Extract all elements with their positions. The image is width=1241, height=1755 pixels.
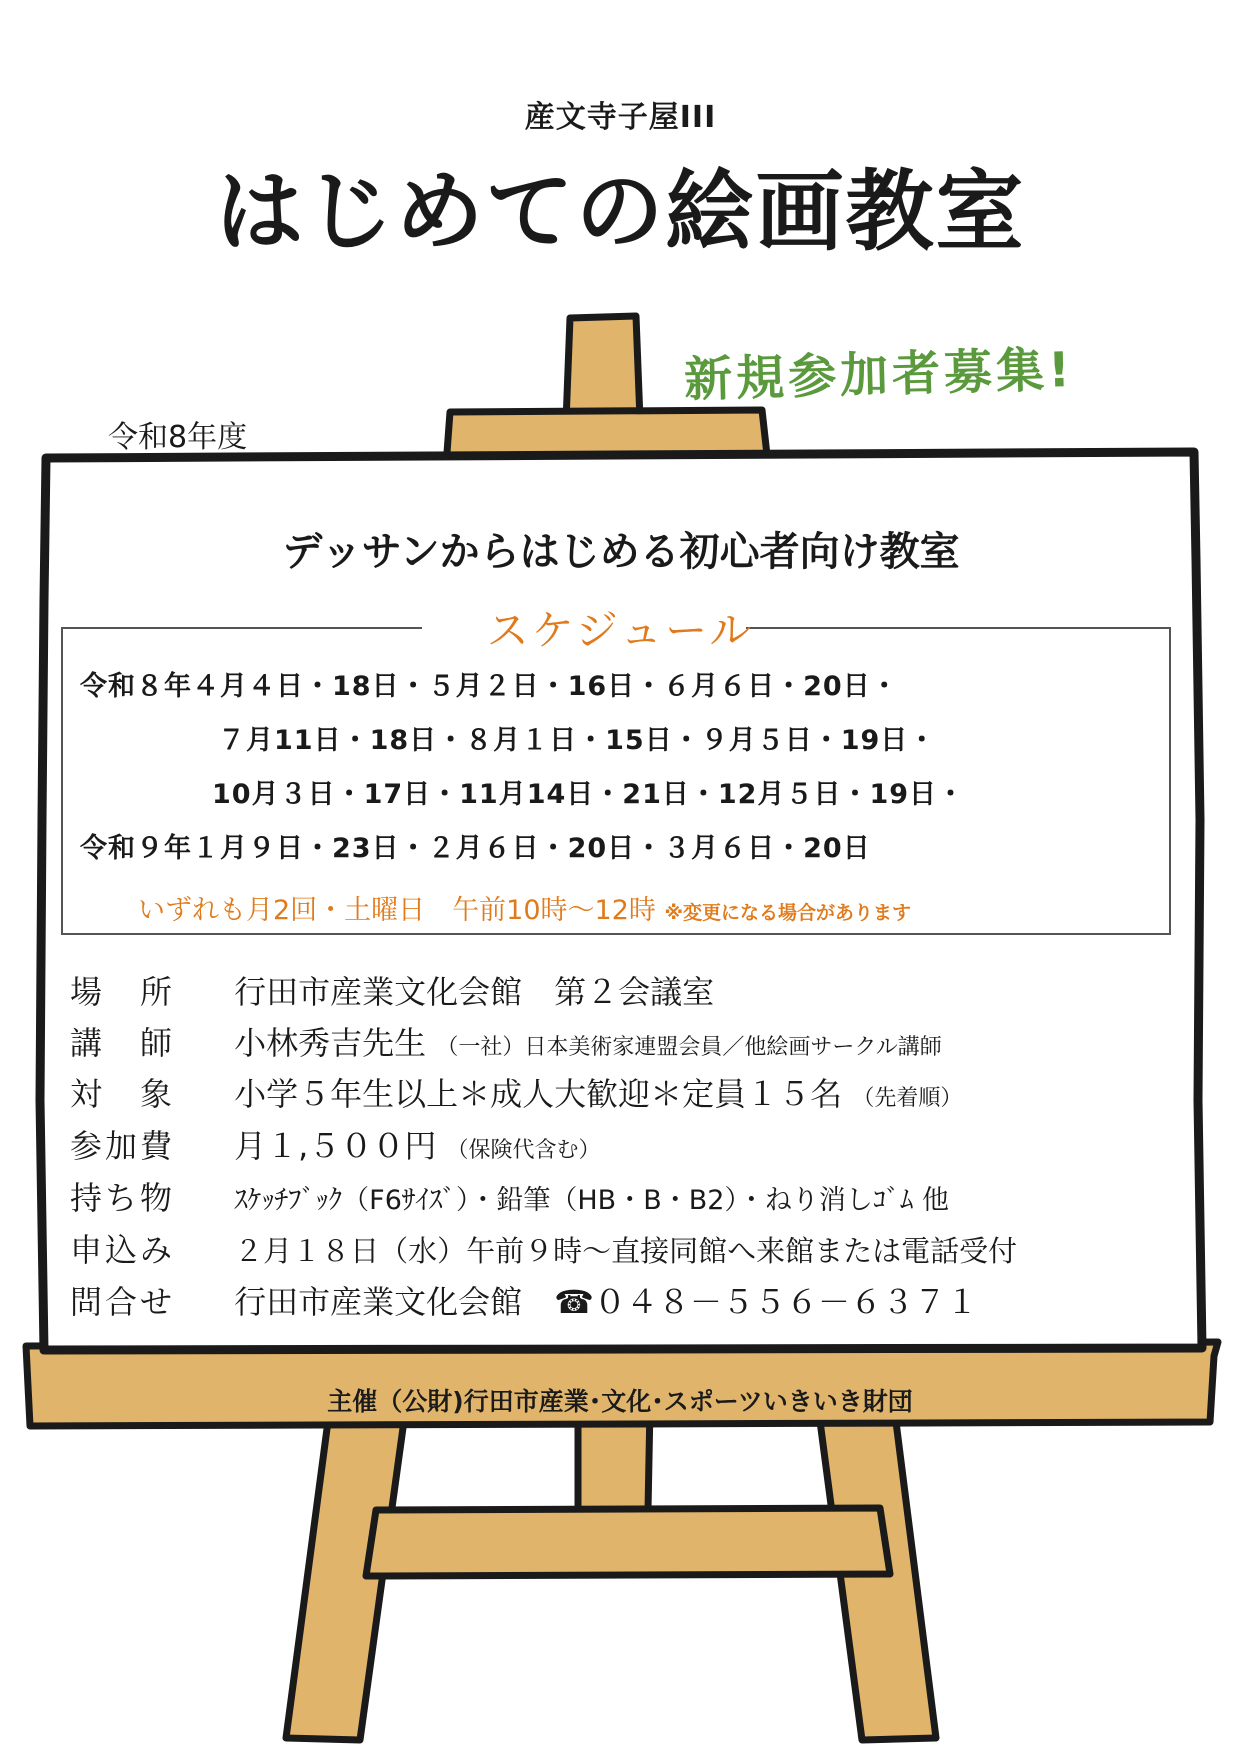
organizer-credit: 主催（公財)行田市産業･文化･スポーツいきいき財団 (327, 1387, 913, 1416)
page-title: はじめての絵画教室 (215, 160, 1026, 263)
info-value: 行田市産業文化会館 第２会議室 (234, 973, 715, 1011)
info-value: 小林秀吉先生 (234, 1024, 427, 1062)
schedule-line: 令和９年１月９日・23日・２月６日・20日・３月６日・20日 (80, 833, 871, 864)
easel-crossbar (366, 1508, 890, 1576)
info-key: 対 象 (70, 1075, 176, 1113)
info-value: ２月１８日（水）午前９時～直接同館へ来館または電話受付 (234, 1234, 1018, 1268)
easel-mast-top (566, 316, 640, 422)
info-key: 申込み (70, 1231, 176, 1269)
info-row-items (70, 1173, 950, 1217)
schedule-note (138, 888, 911, 927)
info-row-contact (70, 1277, 979, 1321)
schedule-line: 10月３日・17日・11月14日・21日・12月５日・19日・ (212, 779, 966, 810)
class-heading: デッサンからはじめる初心者向け教室 (282, 529, 960, 575)
info-row-instructor (70, 1018, 942, 1062)
schedule-line: 令和８年４月４日・18日・５月２日・16日・６月６日・20日・ (80, 671, 899, 702)
schedule-change-notice: ※変更になる場合があります (664, 902, 911, 924)
info-value: ｽｹｯﾁﾌﾞｯｸ（F6ｻｲｽﾞ）・鉛筆（HB・B・B2）・ねり消しｺﾞﾑ 他 (234, 1185, 950, 1216)
info-note: （一社）日本美術家連盟会員／他絵画サークル講師 (436, 1035, 942, 1060)
info-key: 持ち物 (70, 1179, 176, 1217)
info-note: （先着順） (852, 1086, 963, 1111)
info-row-fee (70, 1121, 601, 1165)
info-key: 場 所 (70, 973, 176, 1011)
series-title: 産文寺子屋III (524, 100, 717, 135)
schedule-frequency: いずれも月2回・土曜日 午前10時〜12時 (138, 895, 656, 926)
schedule-line: ７月11日・18日・８月１日・15日・９月５日・19日・ (218, 725, 937, 756)
fiscal-year-label: 令和8年度 (108, 420, 248, 455)
info-key: 参加費 (70, 1127, 176, 1165)
info-key: 問合せ (70, 1283, 176, 1321)
schedule-label: スケジュール (486, 606, 755, 655)
info-note: （保険代含む） (446, 1138, 601, 1163)
info-row-application (70, 1225, 1018, 1269)
info-row-eligibility (70, 1069, 963, 1113)
info-value: 小学５年生以上＊成人大歓迎＊定員１５名 (234, 1075, 843, 1113)
info-key: 講 師 (70, 1024, 176, 1062)
info-row-venue (70, 967, 715, 1011)
info-value: 月１,５００円 (234, 1127, 437, 1165)
recruit-callout: 新規参加者募集! (683, 341, 1075, 409)
info-value: 行田市産業文化会館 ☎０４８－５５６－６３７１ (234, 1283, 979, 1321)
